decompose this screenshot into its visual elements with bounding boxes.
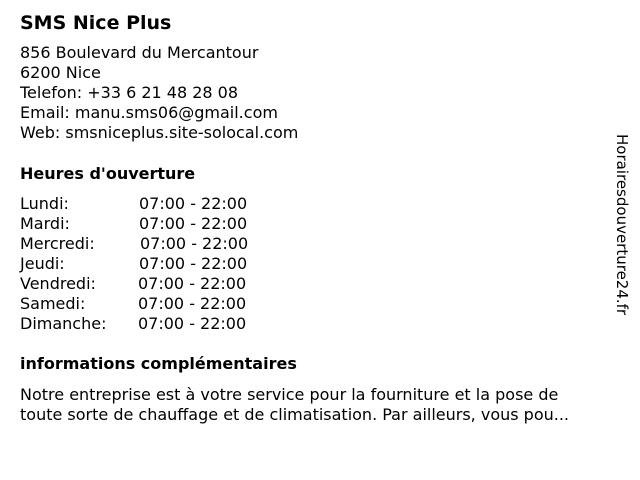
site-watermark: Horairesdouverture24.fr	[613, 134, 631, 316]
hours-day: Samedi:	[20, 294, 86, 313]
hours-row-tuesday	[20, 214, 280, 234]
info-line: Notre entreprise est à votre service pour la fourniture et la pose de	[20, 385, 559, 404]
hours-time: 07:00 - 22:00	[139, 214, 248, 233]
hours-row-monday	[20, 194, 280, 214]
address-line-city: 6200 Nice	[20, 63, 101, 82]
hours-time: 07:00 - 22:00	[140, 234, 249, 253]
hours-day: Jeudi:	[20, 254, 65, 273]
hours-day: Dimanche:	[20, 314, 107, 333]
address-line-street: 856 Boulevard du Mercantour	[20, 43, 259, 62]
info-heading: informations complémentaires	[20, 354, 297, 373]
info-line: toute sorte de chauffage et de climatisation. Par ailleurs, vous pou...	[20, 405, 570, 424]
hours-row-sunday	[20, 314, 280, 334]
hours-heading: Heures d'ouverture	[20, 164, 196, 183]
hours-day: Mercredi:	[20, 234, 95, 253]
hours-day: Mardi:	[20, 214, 70, 233]
hours-time: 07:00 - 22:00	[138, 294, 247, 313]
business-name: SMS Nice Plus	[20, 12, 172, 34]
hours-time: 07:00 - 22:00	[138, 314, 247, 333]
hours-row-thursday	[20, 254, 280, 274]
hours-table	[20, 194, 280, 334]
phone-text: Telefon: +33 6 21 48 28 08	[20, 83, 239, 102]
hours-row-friday	[20, 274, 280, 294]
hours-time: 07:00 - 22:00	[139, 254, 248, 273]
info-description	[20, 385, 620, 425]
hours-day: Vendredi:	[20, 274, 96, 293]
hours-day: Lundi:	[20, 194, 69, 213]
web-text: Web: smsniceplus.site-solocal.com	[20, 123, 299, 142]
hours-row-wednesday	[20, 234, 280, 254]
hours-time: 07:00 - 22:00	[139, 194, 248, 213]
contact-block	[20, 43, 298, 143]
hours-row-saturday	[20, 294, 280, 314]
email-text: Email: manu.sms06@gmail.com	[20, 103, 278, 122]
hours-time: 07:00 - 22:00	[138, 274, 247, 293]
